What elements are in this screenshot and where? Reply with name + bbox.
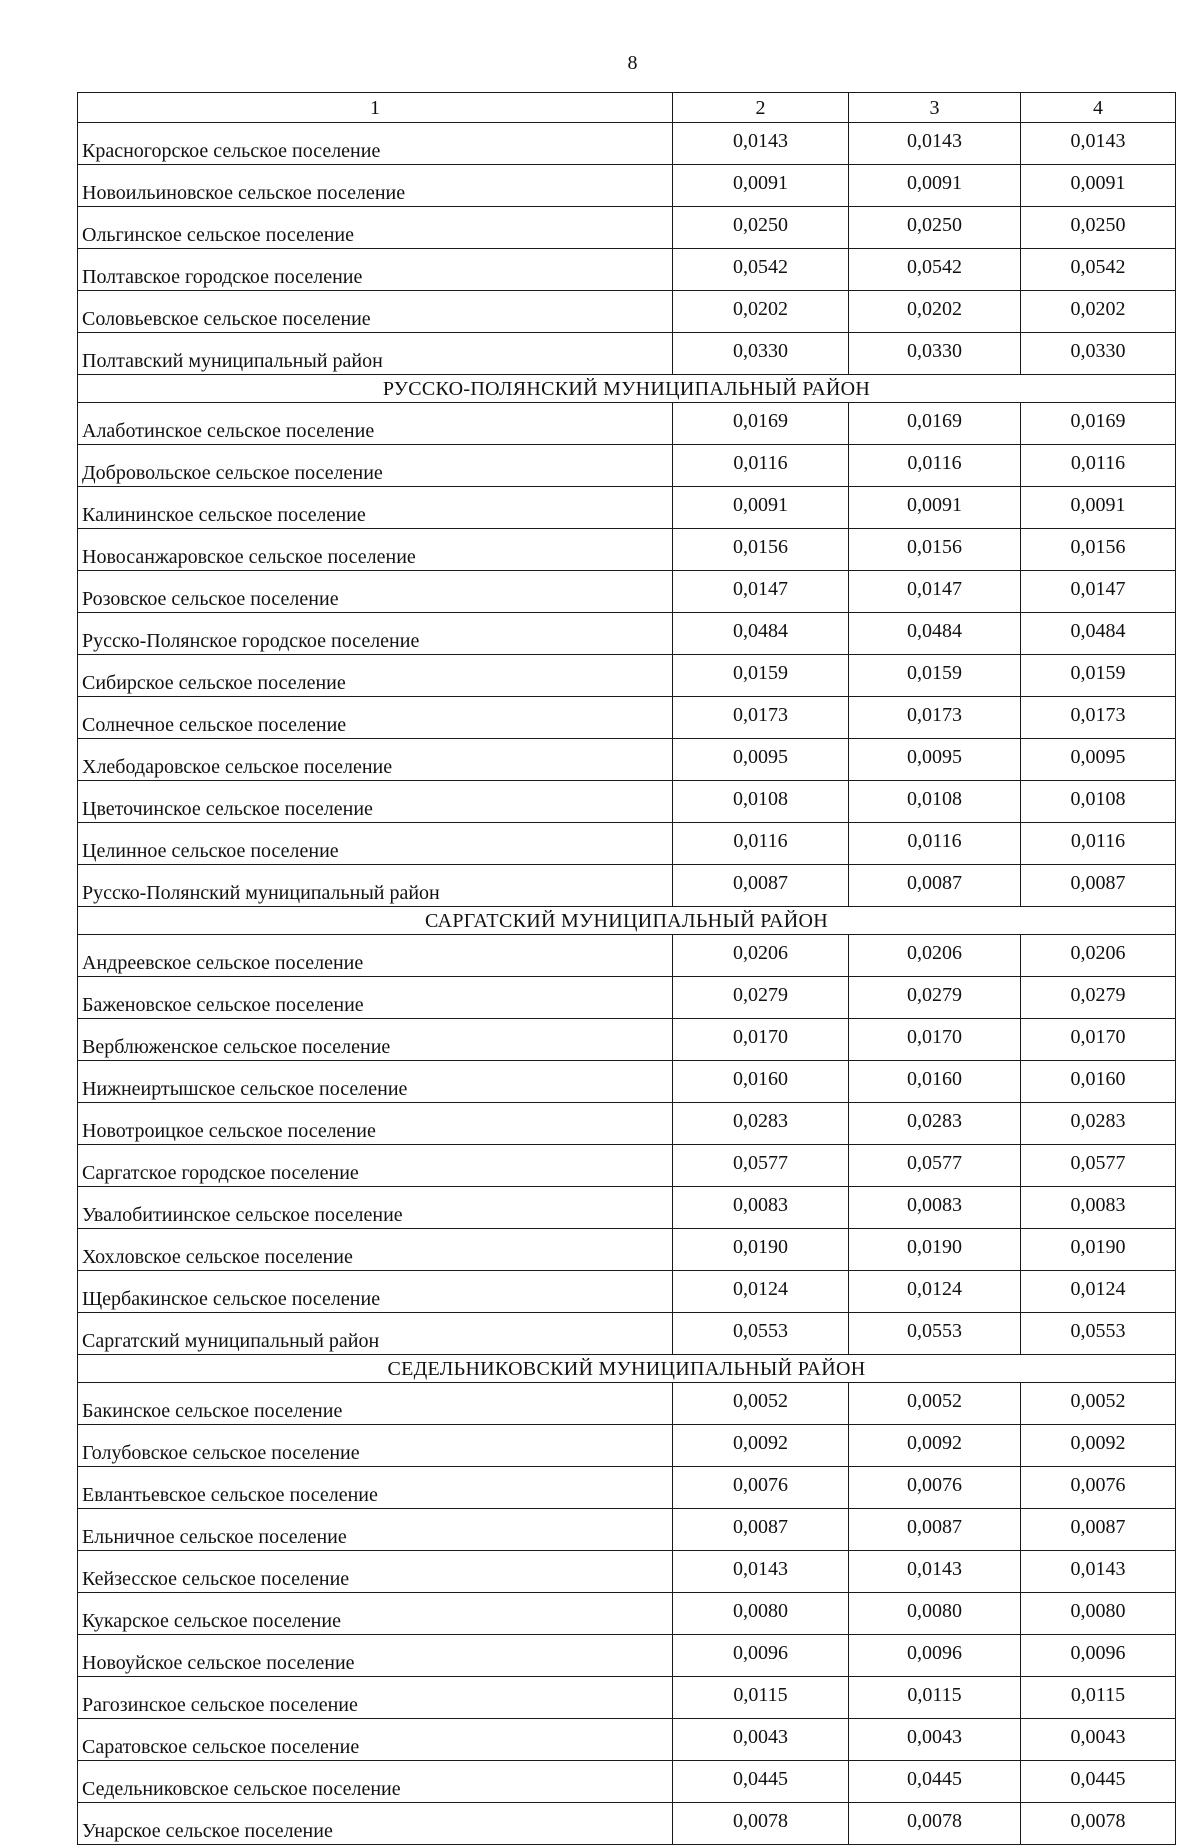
value-col-3-cell: 0,0170 xyxy=(849,1019,1021,1061)
value-col-2-cell: 0,0080 xyxy=(673,1593,849,1635)
value-col-2-cell: 0,0091 xyxy=(673,165,849,207)
value-col-4-cell: 0,0330 xyxy=(1021,333,1176,375)
value-col-3-cell: 0,0052 xyxy=(849,1383,1021,1425)
value-col-3-cell: 0,0116 xyxy=(849,445,1021,487)
value-col-3-cell: 0,0095 xyxy=(849,739,1021,781)
value-col-3-cell: 0,0159 xyxy=(849,655,1021,697)
value-col-4-cell: 0,0108 xyxy=(1021,781,1176,823)
table-row xyxy=(78,1509,1176,1551)
value-col-4-cell: 0,0484 xyxy=(1021,613,1176,655)
table-row xyxy=(78,333,1176,375)
table-row xyxy=(78,249,1176,291)
table-header-row xyxy=(78,93,1176,123)
value-col-4-cell: 0,0173 xyxy=(1021,697,1176,739)
value-col-3-cell: 0,0116 xyxy=(849,823,1021,865)
table-row xyxy=(78,1719,1176,1761)
value-col-3-cell: 0,0147 xyxy=(849,571,1021,613)
value-col-2-cell: 0,0173 xyxy=(673,697,849,739)
settlement-name-cell: Бакинское сельское поселение xyxy=(78,1383,673,1425)
settlement-name-cell: Хохловское сельское поселение xyxy=(78,1229,673,1271)
value-col-3-cell: 0,0279 xyxy=(849,977,1021,1019)
value-col-4-cell: 0,0553 xyxy=(1021,1313,1176,1355)
settlement-name-cell: Полтавское городское поселение xyxy=(78,249,673,291)
value-col-4-cell: 0,0092 xyxy=(1021,1425,1176,1467)
table-row xyxy=(78,1145,1176,1187)
value-col-2-cell: 0,0159 xyxy=(673,655,849,697)
table-row xyxy=(78,935,1176,977)
table-row xyxy=(78,1061,1176,1103)
value-col-3-cell: 0,0083 xyxy=(849,1187,1021,1229)
district-section-row xyxy=(78,1355,1176,1383)
value-col-3-cell: 0,0080 xyxy=(849,1593,1021,1635)
value-col-4-cell: 0,0169 xyxy=(1021,403,1176,445)
table-row xyxy=(78,1677,1176,1719)
value-col-4-cell: 0,0078 xyxy=(1021,1803,1176,1845)
settlement-name-cell: Русско-Полянское городское поселение xyxy=(78,613,673,655)
value-col-4-cell: 0,0096 xyxy=(1021,1635,1176,1677)
value-col-2-cell: 0,0206 xyxy=(673,935,849,977)
value-col-3-cell: 0,0445 xyxy=(849,1761,1021,1803)
settlement-name-cell: Баженовское сельское поселение xyxy=(78,977,673,1019)
value-col-2-cell: 0,0091 xyxy=(673,487,849,529)
settlement-name-cell: Красногорское сельское поселение xyxy=(78,123,673,165)
settlement-name-cell: Верблюженское сельское поселение xyxy=(78,1019,673,1061)
table-row xyxy=(78,1271,1176,1313)
settlement-name-cell: Добровольское сельское поселение xyxy=(78,445,673,487)
table-row xyxy=(78,697,1176,739)
settlement-name-cell: Седельниковское сельское поселение xyxy=(78,1761,673,1803)
value-col-3-cell: 0,0156 xyxy=(849,529,1021,571)
value-col-3-cell: 0,0091 xyxy=(849,165,1021,207)
value-col-4-cell: 0,0115 xyxy=(1021,1677,1176,1719)
settlement-name-cell: Саргатский муниципальный район xyxy=(78,1313,673,1355)
value-col-4-cell: 0,0091 xyxy=(1021,165,1176,207)
table-row xyxy=(78,1803,1176,1845)
settlement-name-cell: Саратовское сельское поселение xyxy=(78,1719,673,1761)
value-col-3-cell: 0,0092 xyxy=(849,1425,1021,1467)
value-col-2-cell: 0,0076 xyxy=(673,1467,849,1509)
settlement-name-cell: Кукарское сельское поселение xyxy=(78,1593,673,1635)
value-col-2-cell: 0,0553 xyxy=(673,1313,849,1355)
value-col-4-cell: 0,0202 xyxy=(1021,291,1176,333)
value-col-3-cell: 0,0202 xyxy=(849,291,1021,333)
table-row xyxy=(78,165,1176,207)
column-header-1: 1 xyxy=(78,93,673,123)
value-col-4-cell: 0,0156 xyxy=(1021,529,1176,571)
value-col-2-cell: 0,0484 xyxy=(673,613,849,655)
value-col-3-cell: 0,0250 xyxy=(849,207,1021,249)
settlement-name-cell: Новоильиновское сельское поселение xyxy=(78,165,673,207)
value-col-2-cell: 0,0096 xyxy=(673,1635,849,1677)
value-col-2-cell: 0,0542 xyxy=(673,249,849,291)
table-row xyxy=(78,123,1176,165)
value-col-2-cell: 0,0170 xyxy=(673,1019,849,1061)
value-col-2-cell: 0,0279 xyxy=(673,977,849,1019)
value-col-3-cell: 0,0169 xyxy=(849,403,1021,445)
value-col-2-cell: 0,0169 xyxy=(673,403,849,445)
settlement-name-cell: Новотроицкое сельское поселение xyxy=(78,1103,673,1145)
value-col-2-cell: 0,0124 xyxy=(673,1271,849,1313)
settlement-name-cell: Ольгинское сельское поселение xyxy=(78,207,673,249)
table-row xyxy=(78,1103,1176,1145)
district-title: СЕДЕЛЬНИКОВСКИЙ МУНИЦИПАЛЬНЫЙ РАЙОН xyxy=(78,1355,1176,1383)
district-section-row xyxy=(78,907,1176,935)
value-col-3-cell: 0,0078 xyxy=(849,1803,1021,1845)
table-row xyxy=(78,1593,1176,1635)
value-col-2-cell: 0,0108 xyxy=(673,781,849,823)
settlement-name-cell: Алаботинское сельское поселение xyxy=(78,403,673,445)
column-header-2: 2 xyxy=(673,93,849,123)
column-header-4: 4 xyxy=(1021,93,1176,123)
value-col-3-cell: 0,0076 xyxy=(849,1467,1021,1509)
value-col-2-cell: 0,0445 xyxy=(673,1761,849,1803)
value-col-3-cell: 0,0143 xyxy=(849,1551,1021,1593)
value-col-3-cell: 0,0091 xyxy=(849,487,1021,529)
settlement-name-cell: Калининское сельское поселение xyxy=(78,487,673,529)
value-col-4-cell: 0,0147 xyxy=(1021,571,1176,613)
settlement-name-cell: Цветочинское сельское поселение xyxy=(78,781,673,823)
value-col-4-cell: 0,0083 xyxy=(1021,1187,1176,1229)
value-col-2-cell: 0,0052 xyxy=(673,1383,849,1425)
value-col-4-cell: 0,0160 xyxy=(1021,1061,1176,1103)
value-col-4-cell: 0,0250 xyxy=(1021,207,1176,249)
table-row xyxy=(78,1467,1176,1509)
table-row xyxy=(78,1187,1176,1229)
value-col-2-cell: 0,0156 xyxy=(673,529,849,571)
value-col-2-cell: 0,0147 xyxy=(673,571,849,613)
table-row xyxy=(78,403,1176,445)
value-col-3-cell: 0,0043 xyxy=(849,1719,1021,1761)
value-col-4-cell: 0,0542 xyxy=(1021,249,1176,291)
value-col-3-cell: 0,0124 xyxy=(849,1271,1021,1313)
value-col-4-cell: 0,0080 xyxy=(1021,1593,1176,1635)
value-col-3-cell: 0,0577 xyxy=(849,1145,1021,1187)
value-col-4-cell: 0,0087 xyxy=(1021,1509,1176,1551)
table-row xyxy=(78,1383,1176,1425)
table-row xyxy=(78,207,1176,249)
settlement-name-cell: Новоуйское сельское поселение xyxy=(78,1635,673,1677)
value-col-2-cell: 0,0043 xyxy=(673,1719,849,1761)
district-section-row xyxy=(78,375,1176,403)
table-row xyxy=(78,1551,1176,1593)
value-col-4-cell: 0,0143 xyxy=(1021,1551,1176,1593)
district-title: РУССКО-ПОЛЯНСКИЙ МУНИЦИПАЛЬНЫЙ РАЙОН xyxy=(78,375,1176,403)
value-col-4-cell: 0,0116 xyxy=(1021,823,1176,865)
table-row xyxy=(78,487,1176,529)
settlement-name-cell: Полтавский муниципальный район xyxy=(78,333,673,375)
table-row xyxy=(78,1313,1176,1355)
value-col-4-cell: 0,0143 xyxy=(1021,123,1176,165)
column-header-3: 3 xyxy=(849,93,1021,123)
table-row xyxy=(78,529,1176,571)
value-col-3-cell: 0,0206 xyxy=(849,935,1021,977)
value-col-3-cell: 0,0542 xyxy=(849,249,1021,291)
table-row xyxy=(78,1019,1176,1061)
value-col-2-cell: 0,0087 xyxy=(673,865,849,907)
value-col-3-cell: 0,0087 xyxy=(849,1509,1021,1551)
settlement-name-cell: Кейзесское сельское поселение xyxy=(78,1551,673,1593)
value-col-3-cell: 0,0553 xyxy=(849,1313,1021,1355)
settlement-name-cell: Голубовское сельское поселение xyxy=(78,1425,673,1467)
value-col-2-cell: 0,0115 xyxy=(673,1677,849,1719)
value-col-3-cell: 0,0115 xyxy=(849,1677,1021,1719)
table-row xyxy=(78,865,1176,907)
value-col-3-cell: 0,0143 xyxy=(849,123,1021,165)
value-col-4-cell: 0,0076 xyxy=(1021,1467,1176,1509)
settlement-name-cell: Розовское сельское поселение xyxy=(78,571,673,613)
table-row xyxy=(78,977,1176,1019)
settlement-name-cell: Щербакинское сельское поселение xyxy=(78,1271,673,1313)
settlement-name-cell: Солнечное сельское поселение xyxy=(78,697,673,739)
settlement-name-cell: Сибирское сельское поселение xyxy=(78,655,673,697)
settlement-name-cell: Нижнеиртышское сельское поселение xyxy=(78,1061,673,1103)
page-number: 8 xyxy=(627,52,638,74)
value-col-2-cell: 0,0116 xyxy=(673,823,849,865)
value-col-2-cell: 0,0092 xyxy=(673,1425,849,1467)
settlement-name-cell: Новосанжаровское сельское поселение xyxy=(78,529,673,571)
table-row xyxy=(78,291,1176,333)
value-col-4-cell: 0,0124 xyxy=(1021,1271,1176,1313)
value-col-4-cell: 0,0190 xyxy=(1021,1229,1176,1271)
value-col-3-cell: 0,0330 xyxy=(849,333,1021,375)
table-row xyxy=(78,1229,1176,1271)
value-col-4-cell: 0,0095 xyxy=(1021,739,1176,781)
value-col-2-cell: 0,0250 xyxy=(673,207,849,249)
value-col-2-cell: 0,0160 xyxy=(673,1061,849,1103)
value-col-4-cell: 0,0043 xyxy=(1021,1719,1176,1761)
value-col-4-cell: 0,0052 xyxy=(1021,1383,1176,1425)
district-title: САРГАТСКИЙ МУНИЦИПАЛЬНЫЙ РАЙОН xyxy=(78,907,1176,935)
settlement-name-cell: Унарское сельское поселение xyxy=(78,1803,673,1845)
value-col-3-cell: 0,0190 xyxy=(849,1229,1021,1271)
value-col-4-cell: 0,0091 xyxy=(1021,487,1176,529)
value-col-2-cell: 0,0577 xyxy=(673,1145,849,1187)
value-col-4-cell: 0,0445 xyxy=(1021,1761,1176,1803)
value-col-3-cell: 0,0108 xyxy=(849,781,1021,823)
value-col-2-cell: 0,0330 xyxy=(673,333,849,375)
settlement-name-cell: Соловьевское сельское поселение xyxy=(78,291,673,333)
value-col-4-cell: 0,0170 xyxy=(1021,1019,1176,1061)
value-col-4-cell: 0,0206 xyxy=(1021,935,1176,977)
settlement-name-cell: Рагозинское сельское поселение xyxy=(78,1677,673,1719)
value-col-4-cell: 0,0087 xyxy=(1021,865,1176,907)
settlement-name-cell: Русско-Полянский муниципальный район xyxy=(78,865,673,907)
table-row xyxy=(78,1761,1176,1803)
settlement-name-cell: Саргатское городское поселение xyxy=(78,1145,673,1187)
coefficients-table xyxy=(77,92,1176,1845)
value-col-4-cell: 0,0116 xyxy=(1021,445,1176,487)
value-col-4-cell: 0,0577 xyxy=(1021,1145,1176,1187)
table-row xyxy=(78,823,1176,865)
value-col-2-cell: 0,0143 xyxy=(673,1551,849,1593)
table-row xyxy=(78,613,1176,655)
settlement-name-cell: Андреевское сельское поселение xyxy=(78,935,673,977)
value-col-2-cell: 0,0116 xyxy=(673,445,849,487)
value-col-2-cell: 0,0095 xyxy=(673,739,849,781)
value-col-2-cell: 0,0143 xyxy=(673,123,849,165)
value-col-4-cell: 0,0279 xyxy=(1021,977,1176,1019)
settlement-name-cell: Евлантьевское сельское поселение xyxy=(78,1467,673,1509)
value-col-2-cell: 0,0087 xyxy=(673,1509,849,1551)
settlement-name-cell: Целинное сельское поселение xyxy=(78,823,673,865)
value-col-4-cell: 0,0283 xyxy=(1021,1103,1176,1145)
value-col-3-cell: 0,0484 xyxy=(849,613,1021,655)
value-col-2-cell: 0,0078 xyxy=(673,1803,849,1845)
value-col-3-cell: 0,0283 xyxy=(849,1103,1021,1145)
table-row xyxy=(78,781,1176,823)
value-col-4-cell: 0,0159 xyxy=(1021,655,1176,697)
value-col-2-cell: 0,0283 xyxy=(673,1103,849,1145)
settlement-name-cell: Ельничное сельское поселение xyxy=(78,1509,673,1551)
table-row xyxy=(78,445,1176,487)
table-row xyxy=(78,571,1176,613)
table-row xyxy=(78,1425,1176,1467)
value-col-3-cell: 0,0096 xyxy=(849,1635,1021,1677)
table-row xyxy=(78,655,1176,697)
value-col-2-cell: 0,0083 xyxy=(673,1187,849,1229)
table-row xyxy=(78,1635,1176,1677)
settlement-name-cell: Хлебодаровское сельское поселение xyxy=(78,739,673,781)
table-row xyxy=(78,739,1176,781)
value-col-2-cell: 0,0190 xyxy=(673,1229,849,1271)
value-col-3-cell: 0,0160 xyxy=(849,1061,1021,1103)
value-col-2-cell: 0,0202 xyxy=(673,291,849,333)
value-col-3-cell: 0,0087 xyxy=(849,865,1021,907)
value-col-3-cell: 0,0173 xyxy=(849,697,1021,739)
settlement-name-cell: Увалобитиинское сельское поселение xyxy=(78,1187,673,1229)
